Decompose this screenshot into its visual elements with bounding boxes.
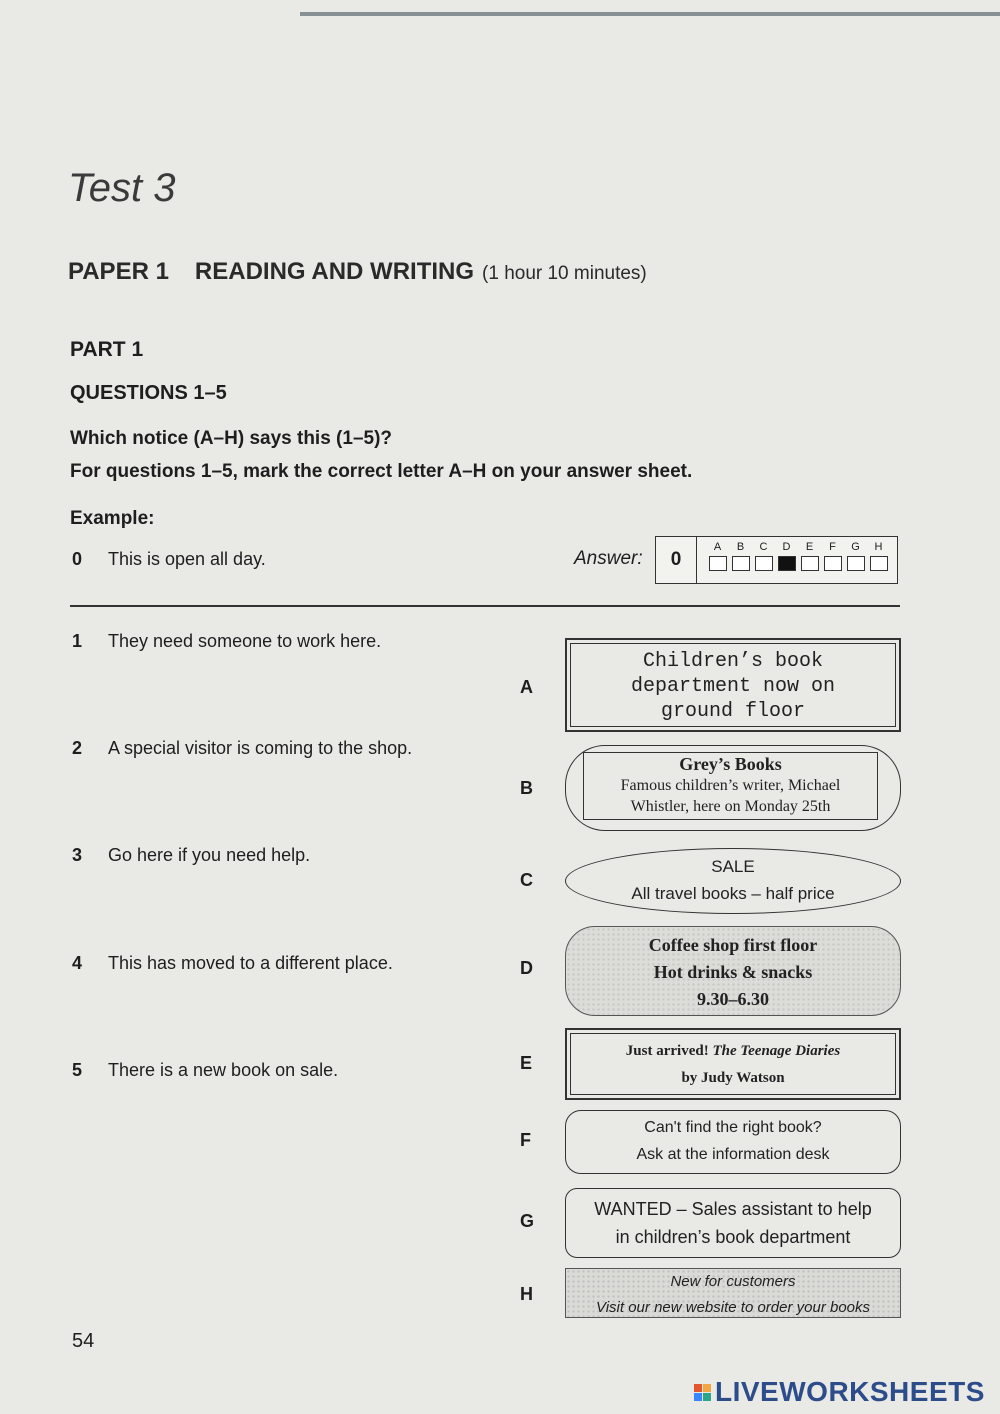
notice-a: Children’s book department now on ground floor	[565, 638, 901, 732]
example-label: Example:	[70, 508, 155, 529]
question-number: 0	[72, 549, 83, 569]
answer-letter-grid	[706, 541, 890, 571]
watermark-text: LIVEWORKSHEETS	[715, 1376, 985, 1407]
paper-duration: (1 hour 10 minutes)	[482, 263, 647, 284]
paper-name: READING AND WRITING	[194, 258, 475, 285]
question-5: 5 There is a new book on sale.	[72, 1060, 339, 1080]
notice-letter-c: C	[520, 870, 533, 890]
notice-letter-f: F	[520, 1130, 531, 1150]
question-4: 4 This has moved to a different place.	[72, 953, 393, 973]
notice-e: Just arrived! The Teenage Diaries by Judy Watson	[565, 1028, 901, 1100]
notice-d: Coffee shop first floor Hot drinks & snacks 9.30–6.30	[565, 926, 901, 1016]
answer-cell[interactable]: A	[706, 541, 729, 571]
notice-letter-d: D	[520, 958, 533, 978]
answer-cell[interactable]: H	[867, 541, 890, 571]
answer-cell[interactable]: B	[729, 541, 752, 571]
divider	[70, 605, 900, 607]
question-2: 2 A special visitor is coming to the shop.	[72, 738, 413, 758]
notice-letter-b: B	[520, 778, 533, 798]
test-title: Test 3	[68, 166, 176, 210]
answer-number: 0	[656, 537, 697, 583]
paper-label: PAPER 1	[68, 258, 169, 285]
instruction-line-1: Which notice (A–H) says this (1–5)?	[70, 428, 393, 449]
example-question	[72, 549, 266, 570]
answer-cell[interactable]: G	[844, 541, 867, 571]
notice-b: Grey’s Books Famous children’s writer, Michael Whistler, here on Monday 25th	[565, 745, 901, 831]
part-heading: PART 1	[70, 338, 144, 361]
liveworksheets-logo	[694, 1376, 985, 1408]
answer-cell[interactable]: C	[752, 541, 775, 571]
answer-cell[interactable]: E	[798, 541, 821, 571]
question-3: 3 Go here if you need help.	[72, 845, 311, 865]
instruction-line-2: For questions 1–5, mark the correct letter A–H on your answer sheet.	[70, 461, 693, 482]
questions-range: QUESTIONS 1–5	[70, 382, 227, 404]
page-number: 54	[72, 1330, 95, 1352]
top-edge-line	[300, 12, 1000, 16]
notice-letter-a: A	[520, 677, 533, 697]
paper-heading	[68, 258, 647, 286]
notice-c: SALE All travel books – half price	[565, 848, 901, 914]
question-1: 1 They need someone to work here.	[72, 631, 382, 651]
notice-letter-h: H	[520, 1284, 533, 1304]
notice-letter-e: E	[520, 1053, 533, 1073]
notice-letter-g: G	[520, 1211, 535, 1231]
answer-sheet-box	[655, 536, 898, 584]
notice-f: Can't find the right book? Ask at the information desk	[565, 1110, 901, 1174]
answer-cell[interactable]: F	[821, 541, 844, 571]
answer-label: Answer:	[574, 548, 643, 569]
notice-h: New for customers Visit our new website to order your books	[565, 1268, 901, 1318]
logo-icon	[694, 1384, 711, 1401]
question-text: This is open all day.	[108, 549, 266, 569]
notice-g: WANTED – Sales assistant to help in children’s book department	[565, 1188, 901, 1258]
answer-cell-selected[interactable]: D	[775, 541, 798, 571]
